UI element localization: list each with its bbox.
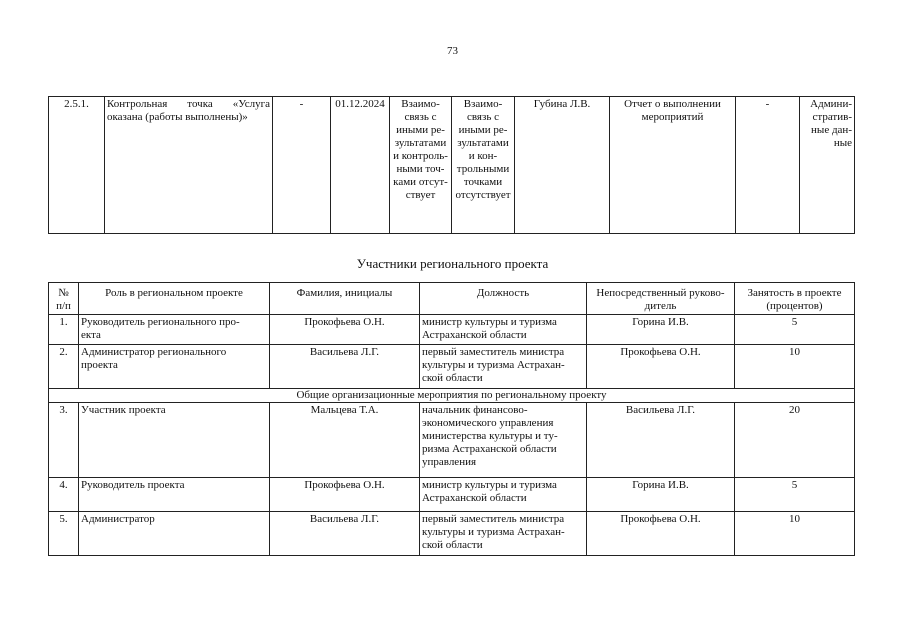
control-point-successor: Взаимо- связь с иными ре- зультатами и кон- трольными точками отсутствует [452,97,515,234]
control-point-level: - [736,97,800,234]
row-position: первый заместитель министра культуры и туризма Астрахан- ской области [420,512,587,556]
row-workload: 10 [735,345,855,389]
table-row [49,345,855,389]
row-position: первый заместитель министра культуры и туризма Астрахан- ской области [420,345,587,389]
header-role: Роль в региональном проекте [79,283,270,315]
section-row [49,389,855,403]
table-row [49,512,855,556]
row-num: 4. [49,478,79,512]
row-name: Прокофьева О.Н. [270,315,420,345]
row-num: 5. [49,512,79,556]
control-point-number: 2.5.1. [49,97,105,234]
page-number: 73 [447,45,458,57]
participants-title: Участники регионального проекта [356,256,549,271]
header-num: № п/п [49,283,79,315]
row-supervisor: Горина И.В. [587,315,735,345]
control-point-row [49,97,855,234]
row-position: министр культуры и туризма Астраханской области [420,478,587,512]
row-role: Администратор регионального проекта [79,345,270,389]
row-supervisor: Васильева Л.Г. [587,403,735,478]
row-role: Руководитель проекта [79,478,270,512]
participants-header-row [49,283,855,315]
row-name: Васильева Л.Г. [270,512,420,556]
section-label: Общие организационные мероприятия по региональному проекту [49,389,855,403]
row-position: начальник финансово- экономического управления министерства культуры и ту- ризма Астраханской области управления [420,403,587,478]
control-point-start: - [273,97,331,234]
row-workload: 5 [735,315,855,345]
control-point-info-system: Админи- стратив- ные дан- ные [800,97,855,234]
table-row [49,315,855,345]
header-workload: Занятость в проекте (процентов) [735,283,855,315]
participants-table [48,282,855,556]
control-point-predecessor: Взаимо- связь с иными ре- зультатами и контроль- ными точ- ками отсут- ствует [390,97,452,234]
control-point-document: Отчет о выполнении мероприятий [610,97,736,234]
table-row [49,478,855,512]
row-num: 3. [49,403,79,478]
row-supervisor: Прокофьева О.Н. [587,345,735,389]
control-point-end-date: 01.12.2024 [331,97,390,234]
row-num: 1. [49,315,79,345]
row-role: Руководитель регионального про- екта [79,315,270,345]
row-supervisor: Прокофьева О.Н. [587,512,735,556]
row-workload: 20 [735,403,855,478]
control-point-responsible: Губина Л.В. [515,97,610,234]
control-point-table [48,96,855,234]
control-point-name: Контрольная точка «Услуга оказана (работы выполнены)» [105,97,273,234]
row-role: Участник проекта [79,403,270,478]
row-name: Прокофьева О.Н. [270,478,420,512]
header-supervisor: Непосредственный руково- дитель [587,283,735,315]
header-name: Фамилия, инициалы [270,283,420,315]
row-workload: 5 [735,478,855,512]
row-position: министр культуры и туризма Астраханской области [420,315,587,345]
row-role: Администратор [79,512,270,556]
row-name: Мальцева Т.А. [270,403,420,478]
header-position: Должность [420,283,587,315]
row-workload: 10 [735,512,855,556]
table-row [49,403,855,478]
row-num: 2. [49,345,79,389]
row-name: Васильева Л.Г. [270,345,420,389]
row-supervisor: Горина И.В. [587,478,735,512]
